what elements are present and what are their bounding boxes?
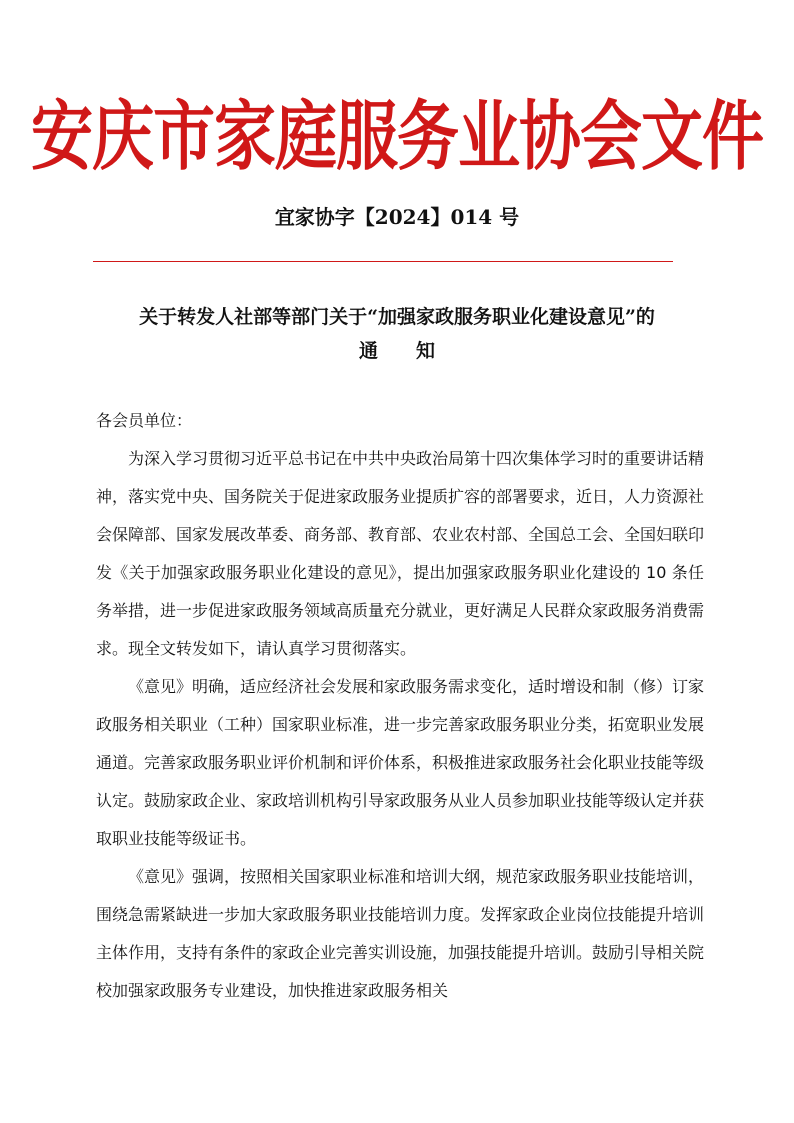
paragraph-1: 为深入学习贯彻习近平总书记在中共中央政治局第十四次集体学习时的重要讲话精神，落实党中央、国务院关于促进家政服务业提质扩容的部署要求，近日，人力资源社会保障部、国家发展改革委、商务部、教育部、农业农村部、全国总工会、全国妇联印发《关于加强家政服务职业化建设的意见》，提出加强家政服务职业化建设的 10 条任务举措，进一步促进家政服务领域高质量充分就业，更好满足人民群众家政服务消费需求。现全文转发如下，请认真学习贯彻落实。 <box>96 449 705 658</box>
title-line-2: 通知 <box>358 340 473 362</box>
organization-header: 安庆市家庭服务业协会文件 <box>30 91 763 181</box>
red-divider-line <box>93 261 673 262</box>
paragraph-3: 《意见》强调，按照相关国家职业标准和培训大纲，规范家政服务职业技能培训，围绕急需紧缺进一步加大家政服务职业技能培训力度。发挥家政企业岗位技能提升培训主体作用，支持有条件的家政企业完善实训设施，加强技能提升培训。鼓励引导相关院校加强家政服务专业建设，加快推进家政服务相关 <box>96 867 705 1000</box>
document-number: 宜家协字【2024】014 号 <box>274 205 520 229</box>
salutation: 各会员单位： <box>96 411 193 430</box>
title-line-1: 关于转发人社部等部门关于“加强家政服务职业化建设意见”的 <box>139 306 655 328</box>
document-body <box>96 402 704 1010</box>
document-title <box>60 300 734 368</box>
paragraph-2: 《意见》明确，适应经济社会发展和家政服务需求变化，适时增设和制（修）订家政服务相关职业（工种）国家职业标准，进一步完善家政服务职业分类，拓宽职业发展通道。完善家政服务职业评价机制和评价体系，积极推进家政服务社会化职业技能等级认定。鼓励家政企业、家政培训机构引导家政服务从业人员参加职业技能等级认定并获取职业技能等级证书。 <box>96 677 705 848</box>
